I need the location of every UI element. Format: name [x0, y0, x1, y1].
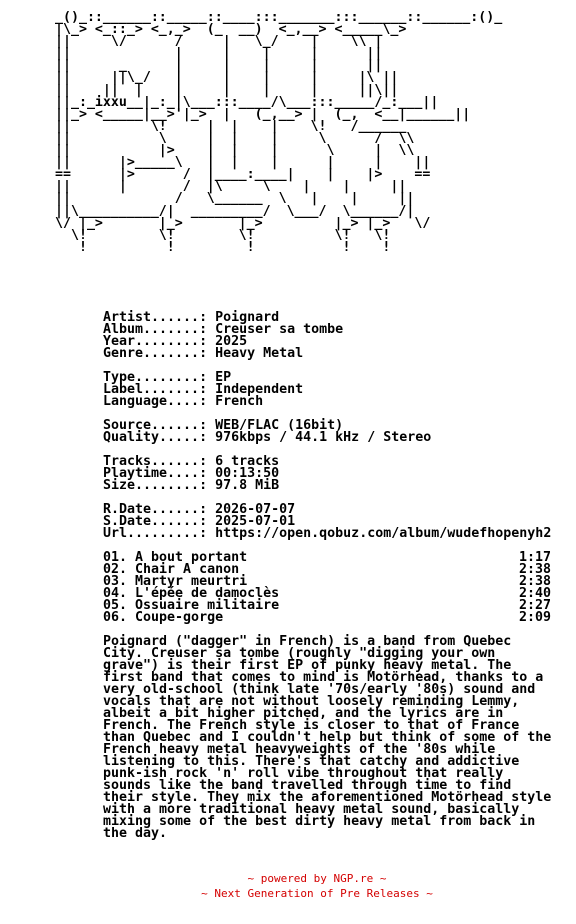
info-value: EP — [215, 370, 232, 385]
info-value: 00:13:50 — [215, 466, 280, 481]
track-length: 1:17 — [518, 550, 551, 565]
info-quality — [103, 432, 563, 444]
track-row — [103, 612, 551, 624]
track-length: 2:27 — [518, 598, 551, 613]
info-value: 97.8 MiB — [215, 478, 280, 493]
info-value: French — [215, 394, 264, 409]
info-label: R.Date......: — [103, 502, 208, 517]
release-info — [103, 312, 563, 540]
info-label: Genre.......: — [103, 346, 208, 361]
track-length: 2:38 — [518, 562, 551, 577]
track-title: 05. Ossuaire militaire — [103, 598, 280, 613]
info-label: Source......: — [103, 418, 208, 433]
track-title: 02. Chair A canon — [103, 562, 240, 577]
track-length: 2:09 — [518, 610, 551, 625]
track-title: 03. Martyr meurtri — [103, 574, 248, 589]
info-genre — [103, 348, 563, 360]
info-label: Playtime....: — [103, 466, 208, 481]
info-label: S.Date......: — [103, 514, 208, 529]
info-label: Quality.....: — [103, 430, 208, 445]
tracklist — [103, 552, 551, 624]
info-value: Poignard — [215, 310, 280, 325]
info-label: Album.......: — [103, 322, 208, 337]
info-url — [103, 528, 563, 540]
info-label: Type........: — [103, 370, 208, 385]
track-title: 06. Coupe-gorge — [103, 610, 224, 625]
info-label: Year........: — [103, 334, 208, 349]
info-value: Heavy Metal — [215, 346, 304, 361]
info-label: Size........: — [103, 478, 208, 493]
track-length: 2:40 — [518, 586, 551, 601]
album-description: Poignard ("dagger" in French) is a band from Quebec City. Creuser sa tombe (roughly "digging your own grave") is their first EP of punky heavy metal. The first band that comes to mind is Motörhead, thanks to a very old-school (think late '70s/early '80s) sound and vocals that are not without loosely reminding Lemmy, albeit a bit higher pitched, and the lyrics are in French. The French style is closer to that of France than Quebec and I couldn't help but think of some of the French heavy metal heavyweights of the '80s while listening to this. There's that catchy and addictive punk-ish rock 'n' roll vibe throughout that really sounds like the band travelled through time to find their style. They mix the aforementioned Motörhead style with a more traditional heavy metal sound, basically mixing some of the best dirty heavy metal from back in the day. — [103, 634, 552, 841]
info-language — [103, 396, 563, 408]
tagline-footer: ~ Next Generation of Pre Releases ~ — [201, 887, 433, 900]
powered-by-footer[interactable]: ~ powered by NGP.re ~ — [247, 872, 387, 885]
info-size — [103, 480, 563, 492]
album-url-link[interactable]: https://open.qobuz.com/album/wudefhopenyh2 — [215, 526, 552, 541]
info-value: 2025-07-01 — [215, 514, 296, 529]
info-value: 6 tracks — [215, 454, 280, 469]
info-label: Language....: — [103, 394, 208, 409]
track-title: 01. A bout portant — [103, 550, 248, 565]
info-value: 2025 — [215, 334, 248, 349]
info-value: 2026-07-07 — [215, 502, 296, 517]
info-value: WEB/FLAC (16bit) — [215, 418, 344, 433]
info-value: 976kbps / 44.1 kHz / Stereo — [215, 430, 432, 445]
info-label: Url.........: — [103, 526, 208, 541]
track-length: 2:38 — [518, 574, 551, 589]
info-label: Artist......: — [103, 310, 208, 325]
info-value: Independent — [215, 382, 304, 397]
track-title: 04. L'épée de damoclès — [103, 586, 280, 601]
info-label: Label.......: — [103, 382, 208, 397]
info-value: Creuser sa tombe — [215, 322, 344, 337]
ascii-logo: _()_::______::_____::____:::_______:::______::______:()_ |\_> <_::_> <_,_> (_ __) <_,__> <_____\_> || \/ / | \_/ | \\ | || | | | | || || _ | | | | || || ||\_/ | | | | |\ || || || | | | | | ||\|| ||_:_ixxu__|_:_|\___:::____/\___:::_____/_:___|| ||_> <_____|__>'|_> | (_,__> | (_, <__|______|| || \! | | | \! /______ || \ | | | \ / \\ || |> | | | \ | \\ || |>_____\ | | | | | || == |> / |____:____| | |> == || | / |\ \ | | || || / \______ \ | | || ||\__________/| _________/ \___/ \______/| \/ |_> |_> |_> |_> |_> \/ \! \! \! \! \! ! ! ! ! ! — [55, 10, 503, 255]
info-label: Tracks......: — [103, 454, 208, 469]
